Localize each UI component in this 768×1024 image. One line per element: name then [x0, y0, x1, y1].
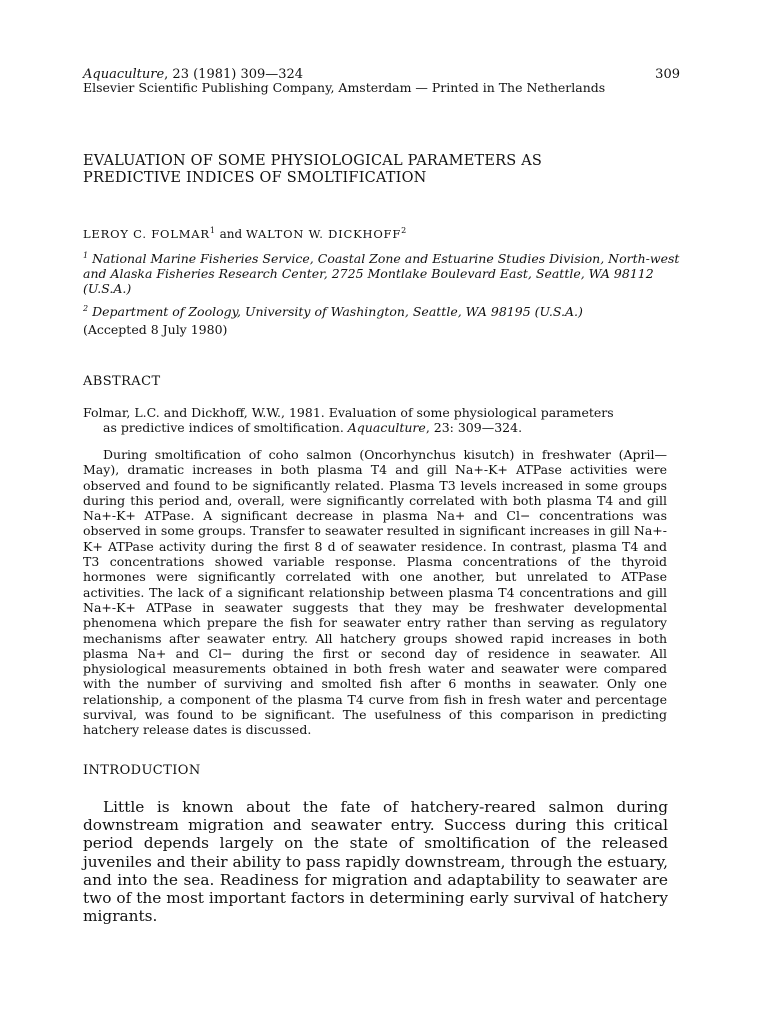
affiliation-1-text: National Marine Fisheries Service, Coastal Zone and Estuarine Studies Division, North-west and Alaska Fisheries Research Center, 2725 Montlake Boulevard East, Seattle, WA 98112 (U.S.A.) [83, 251, 680, 296]
citation-line-1: Folmar, L.C. and Dickhoff, W.W., 1981. Evaluation of some physiological parameters [83, 405, 614, 420]
citation-journal: Aquaculture [347, 420, 426, 435]
accepted-date: (Accepted 8 July 1980) [83, 322, 228, 337]
abstract-citation [83, 405, 658, 435]
author-2-mark: 2 [401, 226, 408, 235]
author-conjunction: and [215, 227, 246, 241]
journal-name: Aquaculture [83, 67, 165, 82]
publisher-line: Elsevier Scientific Publishing Company, Amsterdam — Printed in The Netherlands [83, 80, 606, 95]
introduction-heading: INTRODUCTION [83, 763, 201, 778]
affiliation-2-mark: 2 [83, 304, 89, 313]
citation-volume: , 23: 309—324. [425, 420, 523, 435]
abstract-text: During smoltification of coho salmon (Oncorhynchus kisutch) in freshwater (April—May), dramatic increases in both plasma T4 and gill Na+-K+ ATPase activities were observed and found to be significantly related. Plasma T3 levels increased in some groups during this period and, overall, were significantly correlated with both plasma T4 and gill Na+-K+ ATPase. A significant decrease in plasma Na+ and Cl− concentrations was observed in some groups. Transfer to seawater resulted in significant increases in gill Na+-K+ ATPase activity during the first 8 d of seawater residence. In contrast, plasma T4 and T3 concentrations showed variable response. Plasma concentrations of the thyroid hormones were significantly correlated with one another, but unrelated to ATPase activities. The lack of a significant relationship between plasma T4 concentrations and gill Na+-K+ ATPase in seawater suggests that they may be freshwater developmental phenomena which prepare the fish for seawater entry rather than serving as regulatory mechanisms after seawater entry. All hatchery groups showed rapid increases in both plasma Na+ and Cl− during the first or second day of residence in seawater. All physiological measurements obtained in both fresh water and seawater were compared with the number of surviving and smolted fish after 6 months in seawater. Only one relationship, a component of the plasma T4 curve from fish in fresh water and percentage survival, was found to be significant. The usefulness of this comparison in predicting hatchery release dates is discussed. [83, 447, 667, 738]
citation-line-2 [83, 420, 658, 435]
affiliation-1-mark: 1 [83, 251, 89, 260]
journal-volume-pages: , 23 (1981) 309—324 [164, 67, 304, 82]
page-number: 309 [655, 67, 680, 82]
affiliation-1 [83, 248, 683, 296]
title-line-2: PREDICTIVE INDICES OF SMOLTIFICATION [83, 170, 427, 186]
affiliation-2-text: Department of Zoology, University of Washington, Seattle, WA 98195 (U.S.A.) [88, 304, 583, 319]
citation-title-end: as predictive indices of smoltification. [103, 420, 348, 435]
title-line-1: EVALUATION OF SOME PHYSIOLOGICAL PARAMETERS AS [83, 153, 543, 169]
author-2: WALTON W. DICKHOFF [245, 227, 402, 241]
introduction-text: Little is known about the fate of hatchery-reared salmon during downstream migration and seawater entry. Success during this critical period depends largely on the state of smoltification of the released juveniles and their ability to pass rapidly downstream, through the estuary, and into the sea. Readiness for migration and adaptability to seawater are two of the most important factors in determining early survival of hatchery migrants. [83, 798, 668, 926]
author-1-mark: 1 [209, 226, 216, 235]
article-title [83, 153, 542, 187]
abstract-heading: ABSTRACT [83, 374, 161, 389]
affiliation-2 [83, 301, 683, 319]
author-1: LEROY C. FOLMAR [83, 227, 210, 241]
authors [83, 226, 407, 241]
